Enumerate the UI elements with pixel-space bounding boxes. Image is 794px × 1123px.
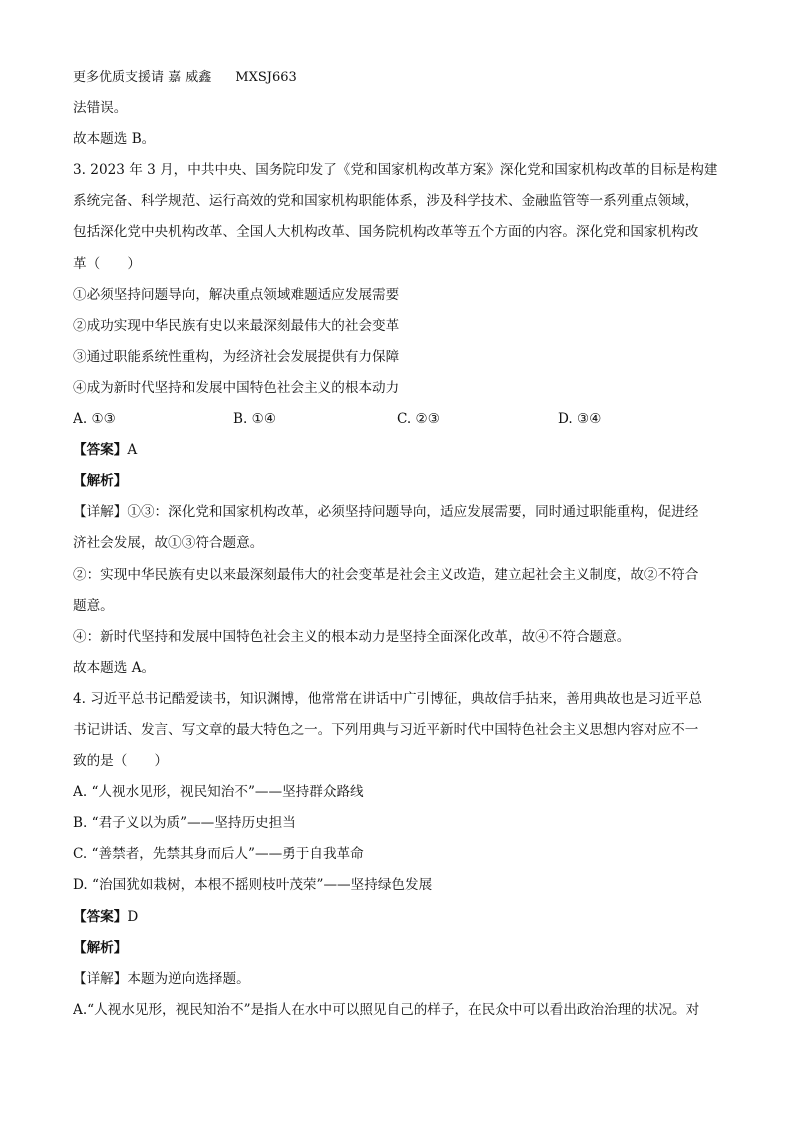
question-3-detail: 故本题选 A。 xyxy=(73,659,156,676)
question-4-stem: 致的是（ ） xyxy=(73,753,169,770)
question-3-detail: 济社会发展，故①③符合题意。 xyxy=(73,535,264,552)
question-3-stem: 革（ ） xyxy=(73,255,141,272)
question-3-statement: ①必须坚持问题导向，解决重点领域难题适应发展需要 xyxy=(73,286,400,303)
answer-value: A xyxy=(127,442,138,459)
option-d: D. ③④ xyxy=(558,411,602,428)
header-text: 更多优质支援请 嘉 威鑫 xyxy=(73,70,212,85)
question-4-option-d: D. “治国犹如栽树，本根不摇则枝叶茂荣”——坚持绿色发展 xyxy=(73,877,433,894)
option-b: B. ①④ xyxy=(233,411,277,428)
question-3-stem: 系统完备、科学规范、运行高效的党和国家机构职能体系，涉及科学技术、金融监管等一系列重点领域， xyxy=(73,193,699,210)
question-3-statement: ③通过职能系统性重构，为经济社会发展提供有力保障 xyxy=(73,348,400,365)
question-3-options xyxy=(73,404,723,435)
question-4-option-a: A. “人视水见形，视民知治不”——坚持群众路线 xyxy=(73,784,364,801)
question-4-answer xyxy=(73,902,723,933)
question-3-detail: ④：新时代坚持和发展中国特色社会主义的根本动力是坚持全面深化改革，故④不符合题意。 xyxy=(73,628,631,645)
question-4-analysis-label: 【解析】 xyxy=(73,939,128,956)
answer-label: 【答案】 xyxy=(73,908,128,925)
option-a: A. ①③ xyxy=(73,411,116,428)
question-4-option-c: C. “善禁者，先禁其身而后人”——勇于自我革命 xyxy=(73,846,364,863)
question-3-analysis-label: 【解析】 xyxy=(73,473,128,490)
question-3-detail: ②：实现中华民族有史以来最深刻最伟大的社会变革是社会主义改造，建立起社会主义制度，故②不符合 xyxy=(73,566,699,583)
question-4-stem: 4. 习近平总书记酷爱读书，知识渊博，他常常在讲话中广引博征，典故信手拈来，善用典故也是习近平总 xyxy=(73,690,703,707)
document-page xyxy=(73,62,723,1026)
answer-label: 【答案】 xyxy=(73,442,128,459)
header-code: MXSJ663 xyxy=(235,70,297,85)
question-3-detail: 题意。 xyxy=(73,597,114,614)
question-4-detail: A.“人视水见形，视民知治不”是指人在水中可以照见自己的样子，在民众中可以看出政治治理的状况。对 xyxy=(73,1001,700,1018)
text-line: 故本题选 B。 xyxy=(73,131,156,148)
question-3-answer xyxy=(73,435,723,466)
question-3-stem: 3. 2023 年 3 月，中共中央、国务院印发了《党和国家机构改革方案》深化党和国家机构改革的目标是构建 xyxy=(73,162,718,179)
option-c: C. ②③ xyxy=(397,411,440,428)
question-3-stem: 包括深化党中央机构改革、全国人大机构改革、国务院机构改革等五个方面的内容。深化党和国家机构改 xyxy=(73,224,699,241)
question-3-detail: 【详解】①③：深化党和国家机构改革，必须坚持问题导向，适应发展需要，同时通过职能重构，促进经 xyxy=(73,504,699,521)
question-3-statement: ④成为新时代坚持和发展中国特色社会主义的根本动力 xyxy=(73,379,400,396)
question-3-statement: ②成功实现中华民族有史以来最深刻最伟大的社会变革 xyxy=(73,317,400,334)
question-4-detail: 【详解】本题为逆向选择题。 xyxy=(73,970,250,987)
answer-value: D xyxy=(127,908,139,925)
header-line xyxy=(73,62,723,93)
question-4-option-b: B. “君子义以为质”——坚持历史担当 xyxy=(73,815,296,832)
text-line: 法错误。 xyxy=(73,100,128,117)
question-4-stem: 书记讲话、发言、写文章的最大特色之一。下列用典与习近平新时代中国特色社会主义思想内容对应不一 xyxy=(73,721,699,738)
